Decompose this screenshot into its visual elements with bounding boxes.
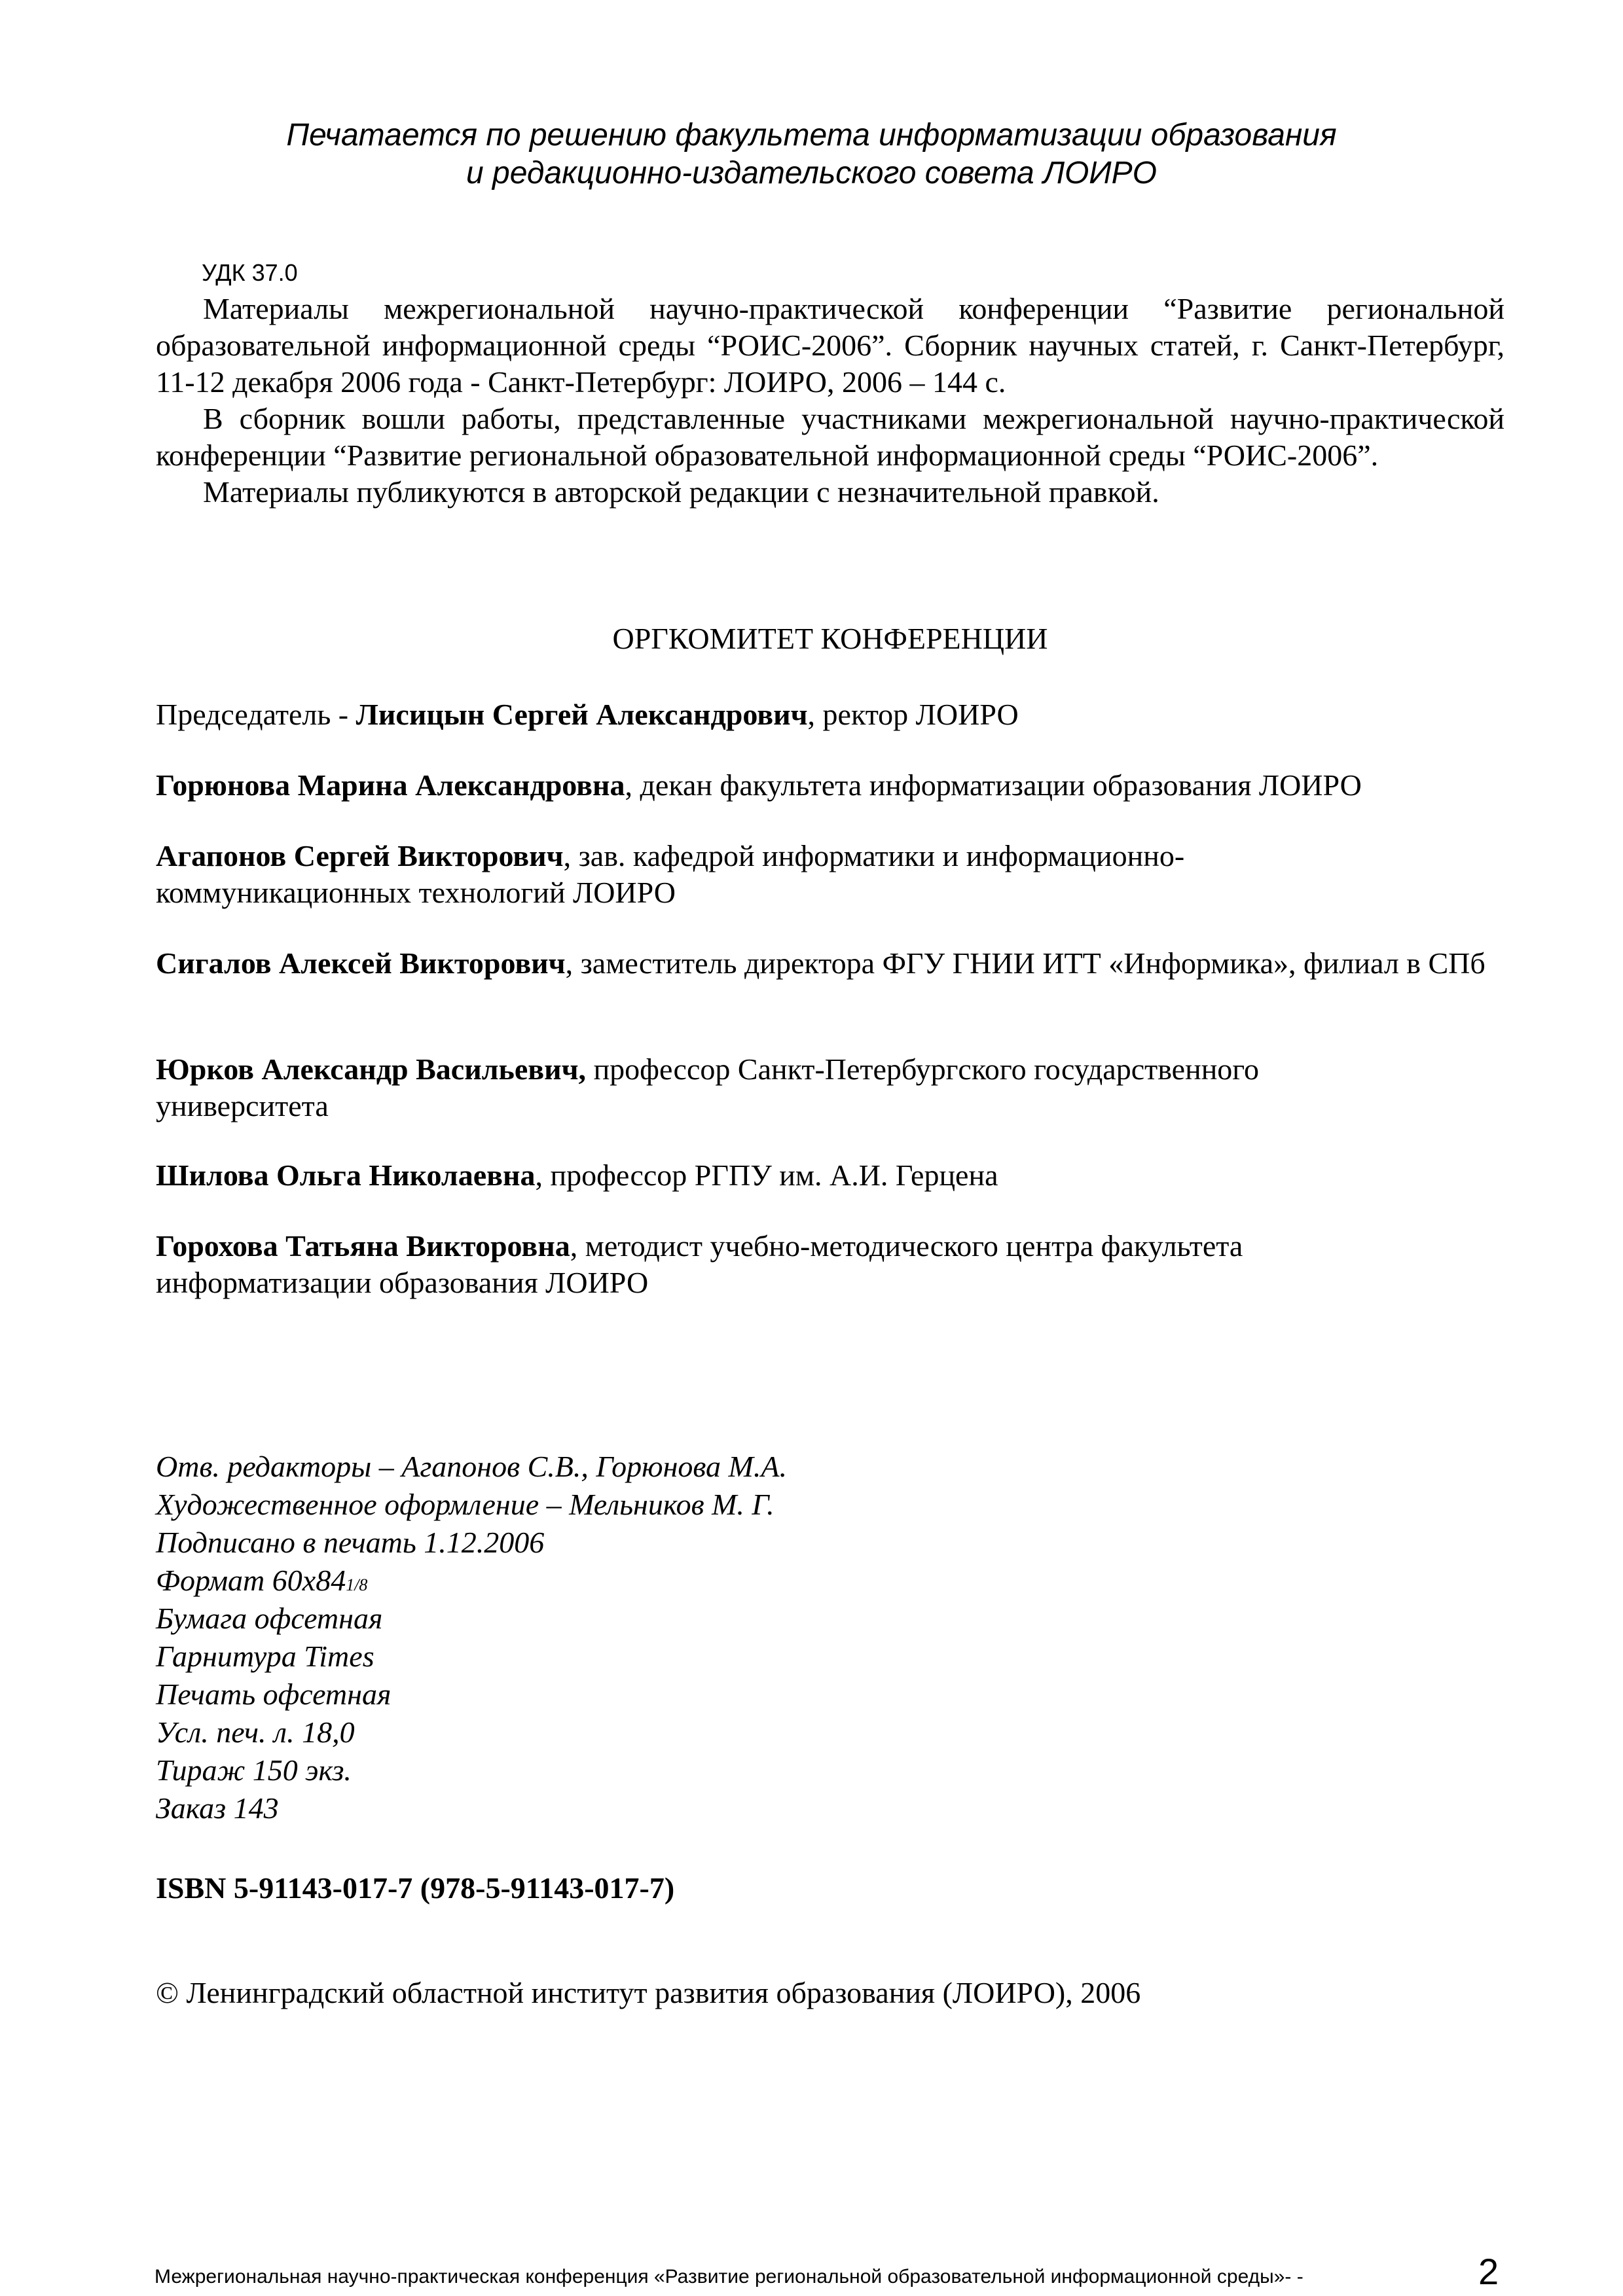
member-role: профессор Санкт-Петербургского государственного университета bbox=[156, 1052, 1260, 1122]
committee-member bbox=[156, 1157, 1504, 1194]
abstract-paragraph-1: Материалы межрегиональной научно-практической конференции “Развитие региональной образовательной информационной среды “РОИС-2006”. Сборник научных статей, г. Санкт-Петербург, 11-12 декабря 2006 года - Санкт-Петербург: ЛОИРО, 2006 – 144 с. bbox=[156, 292, 1504, 399]
imprint-typeface: Гарнитура Times bbox=[156, 1640, 374, 1673]
header-line-2: и редакционно-издательского совета ЛОИРО bbox=[466, 156, 1157, 190]
isbn: ISBN 5-91143-017-7 (978-5-91143-017-7) bbox=[156, 1871, 675, 1905]
member-role: , заместитель директора ФГУ ГНИИ ИТТ «Информика», филиал в СПб bbox=[565, 946, 1486, 980]
member-role: , методист учебно-методического центра факультета информатизации образования ЛОИРО bbox=[156, 1229, 1243, 1299]
imprint-sheets: Усл. печ. л. 18,0 bbox=[156, 1715, 355, 1749]
committee-member bbox=[156, 767, 1504, 804]
member-name: Горюнова Марина Александровна bbox=[156, 768, 625, 802]
member-name: Горохова Татьяна Викторовна bbox=[156, 1229, 570, 1263]
udk-code: УДК 37.0 bbox=[202, 259, 298, 286]
header-line-1: Печатается по решению факультета информатизации образования bbox=[286, 118, 1337, 152]
imprint-format-main: Формат 60х84 bbox=[156, 1564, 346, 1597]
imprint-order: Заказ 143 bbox=[156, 1791, 279, 1825]
committee-member bbox=[156, 696, 1504, 733]
member-role: , профессор РГПУ им. А.И. Герцена bbox=[535, 1158, 998, 1192]
member-name: Лисицын Сергей Александрович bbox=[356, 698, 808, 731]
abstract bbox=[156, 291, 1504, 511]
imprint-run: Тираж 150 экз. bbox=[156, 1753, 352, 1787]
page-number: 2 bbox=[1478, 2251, 1499, 2292]
abstract-paragraph-2: В сборник вошли работы, представленные участниками межрегиональной научно-практической конференции “Развитие региональной образовательной информационной среды “РОИС-2006”. bbox=[156, 402, 1504, 472]
imprint-paper: Бумага офсетная bbox=[156, 1602, 383, 1635]
copyright: © Ленинградский областной институт развития образования (ЛОИРО), 2006 bbox=[156, 1976, 1141, 2009]
imprint-format-sub: 1/8 bbox=[346, 1575, 368, 1594]
imprint-editors: Отв. редакторы – Агапонов С.В., Горюнова М.А. bbox=[156, 1450, 787, 1483]
committee-member bbox=[156, 1051, 1400, 1124]
committee-heading: ОРГКОМИТЕТ КОНФЕРЕНЦИИ bbox=[612, 622, 1048, 655]
member-role: , зав. кафедрой информатики и информационно-коммуникационных технологий ЛОИРО bbox=[156, 839, 1185, 909]
imprint-format bbox=[156, 1562, 787, 1600]
abstract-paragraph-3: Материалы публикуются в авторской редакции с незначительной правкой. bbox=[203, 475, 1159, 509]
running-footer: Межрегиональная научно-практическая конференция «Развитие региональной образовательной информационной среды»- - bbox=[155, 2266, 1304, 2287]
member-name: Шилова Ольга Николаевна bbox=[156, 1158, 536, 1192]
imprint-design: Художественное оформление – Мельников М. Г. bbox=[156, 1488, 775, 1521]
committee-member bbox=[156, 838, 1308, 911]
imprint-printing: Печать офсетная bbox=[156, 1677, 392, 1711]
member-name: Юрков Александр Васильевич, bbox=[156, 1052, 587, 1086]
member-name: Агапонов Сергей Викторович bbox=[156, 839, 564, 872]
member-prefix: Председатель - bbox=[156, 698, 356, 731]
member-name: Сигалов Алексей Викторович bbox=[156, 946, 566, 980]
member-role: , ректор ЛОИРО bbox=[807, 698, 1019, 731]
member-role: , декан факультета информатизации образования ЛОИРО bbox=[625, 768, 1362, 802]
committee-member bbox=[156, 945, 1504, 982]
imprint-block bbox=[156, 1448, 787, 1827]
imprint-signed: Подписано в печать 1.12.2006 bbox=[156, 1526, 545, 1559]
committee-member bbox=[156, 1228, 1387, 1301]
